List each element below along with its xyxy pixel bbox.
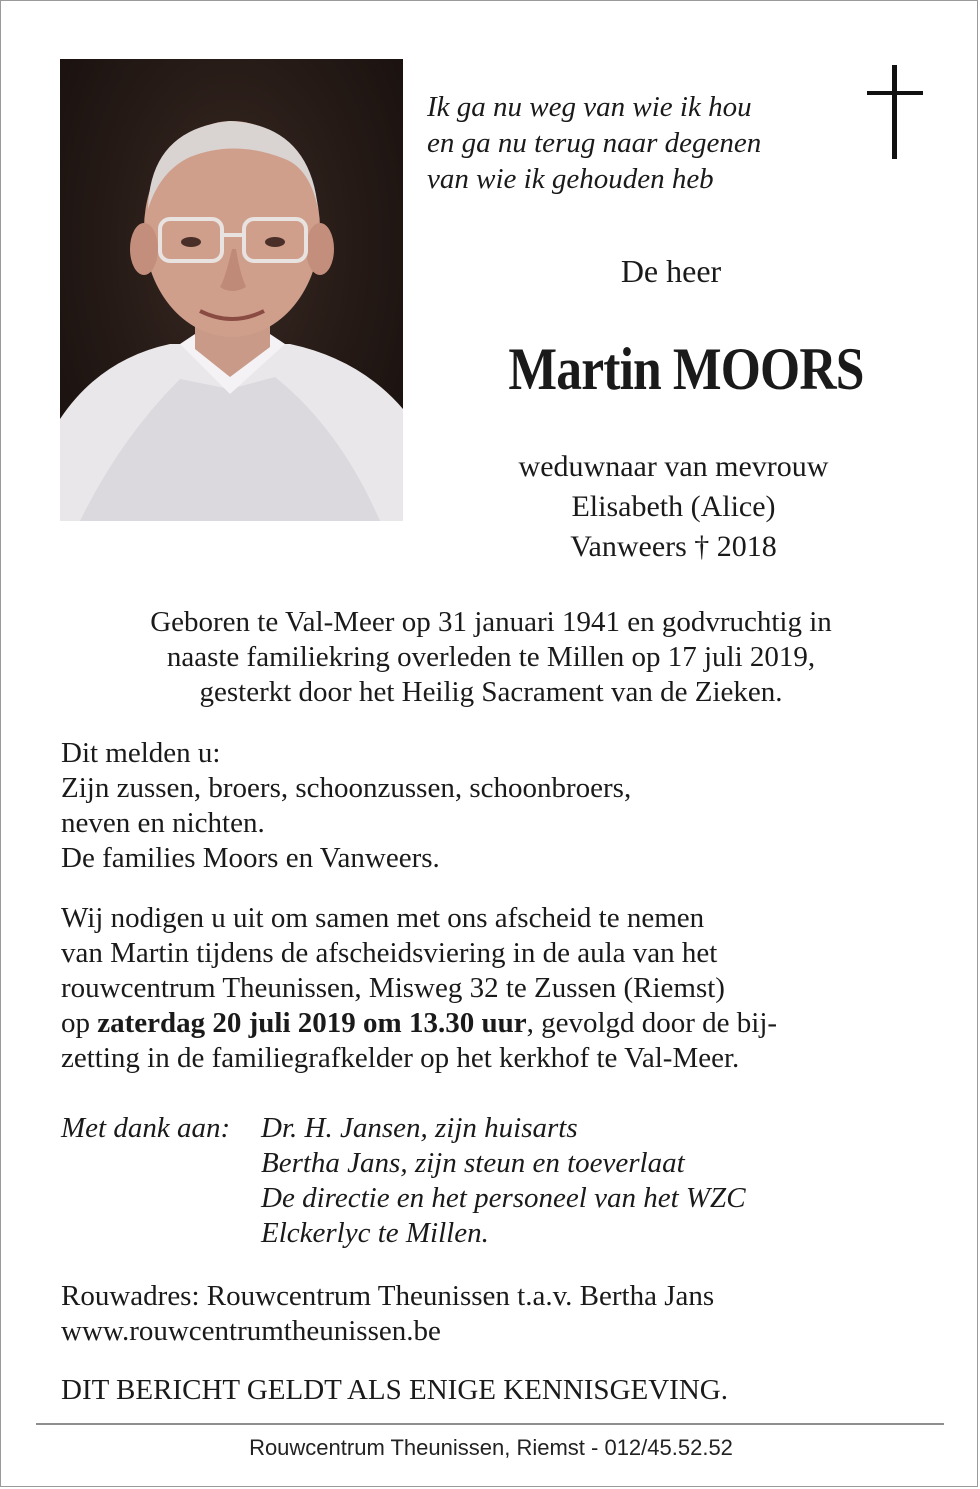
text-line: Geboren te Val-Meer op 31 januari 1941 en godvruchtig in xyxy=(150,606,832,638)
invitation-paragraph xyxy=(61,901,941,1076)
honorific-title: De heer xyxy=(620,253,722,289)
footer-text: Rouwcentrum Theunissen, Riemst - 012/45.52.52 xyxy=(249,1435,733,1460)
address-block xyxy=(61,1279,941,1349)
birth-death-paragraph xyxy=(41,605,941,710)
text-line: rouwcentrum Theunissen, Misweg 32 te Zussen (Riemst) xyxy=(61,972,725,1004)
text-line: naaste familiekring overleden te Millen op 17 juli 2019, xyxy=(166,641,816,673)
text-line: Wij nodigen u uit om samen met ons afscheid te nemen xyxy=(61,902,705,934)
text-line: gesterkt door het Heilig Sacrament van de Zieken. xyxy=(199,676,783,708)
portrait-illustration xyxy=(60,59,403,521)
thanks-item: Bertha Jans, zijn steun en toeverlaat xyxy=(261,1147,685,1179)
ceremony-date: zaterdag 20 juli 2019 om 13.30 uur xyxy=(97,1007,527,1039)
thanks-list xyxy=(261,1111,921,1251)
text-line: Zijn zussen, broers, schoonzussen, schoonbroers, xyxy=(61,772,632,804)
portrait-photo xyxy=(60,59,403,521)
thanks-label: Met dank aan: xyxy=(61,1112,231,1144)
address-line: Rouwadres: Rouwcentrum Theunissen t.a.v. Bertha Jans xyxy=(61,1280,715,1312)
footer-divider xyxy=(36,1423,944,1425)
poem xyxy=(427,89,847,197)
notice-text: DIT BERICHT GELDT ALS ENIGE KENNISGEVING. xyxy=(61,1374,728,1406)
deceased-name: Martin MOORS xyxy=(508,336,864,402)
website-link[interactable]: www.rouwcentrumtheunissen.be xyxy=(61,1315,441,1347)
op-text: op xyxy=(61,1007,98,1039)
poem-line: en ga nu terug naar degenen xyxy=(427,127,762,159)
spouse-info xyxy=(421,447,926,567)
poem-line: Ik ga nu weg van wie ik hou xyxy=(427,91,752,123)
family-paragraph xyxy=(61,736,941,876)
spouse-line: Vanweers † 2018 xyxy=(570,530,777,563)
text-line: De families Moors en Vanweers. xyxy=(61,842,440,874)
poem-line: van wie ik gehouden heb xyxy=(427,163,714,195)
after-date-text: , gevolgd door de bij- xyxy=(526,1007,778,1039)
spouse-line: weduwnaar van mevrouw xyxy=(518,450,829,483)
text-line: Dit melden u: xyxy=(61,737,221,769)
text-line: neven en nichten. xyxy=(61,807,265,839)
text-line xyxy=(61,1006,941,1041)
text-line: zetting in de familiegrafkelder op het kerkhof te Val-Meer. xyxy=(61,1042,740,1074)
thanks-item: Dr. H. Jansen, zijn huisarts xyxy=(261,1112,578,1144)
cross-icon xyxy=(867,65,923,161)
thanks-item: De directie en het personeel van het WZC xyxy=(261,1182,746,1214)
spouse-line: Elisabeth (Alice) xyxy=(571,490,776,523)
text-line: van Martin tijdens de afscheidsviering in de aula van het xyxy=(61,937,718,969)
thanks-item: Elckerlyc te Millen. xyxy=(261,1217,489,1249)
